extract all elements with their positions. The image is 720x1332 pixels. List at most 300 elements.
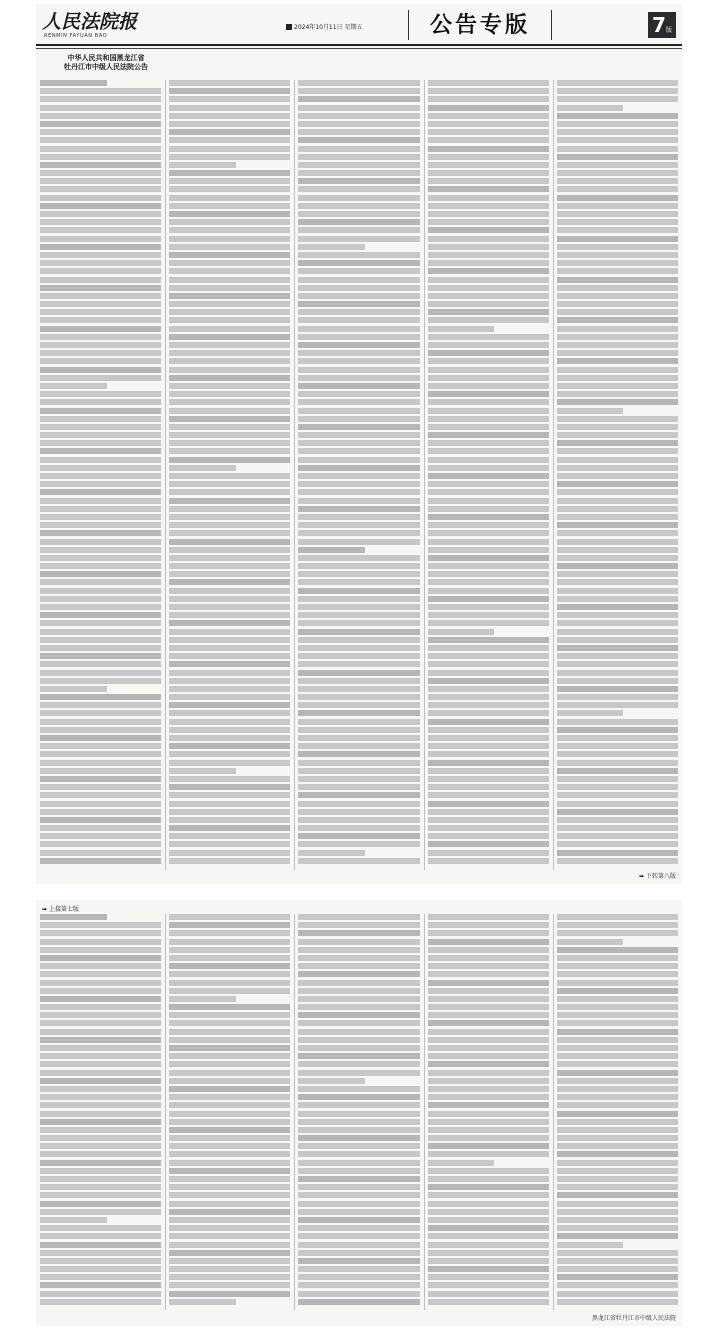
- text-line: [298, 416, 419, 422]
- text-line: [298, 988, 419, 994]
- text-line: [557, 825, 678, 831]
- text-line: [428, 579, 549, 585]
- text-line: [298, 1078, 365, 1084]
- text-line: [169, 309, 290, 315]
- text-line: [428, 686, 549, 692]
- text-line: [40, 1176, 161, 1182]
- text-line: [169, 702, 290, 708]
- text-line: [40, 1250, 161, 1256]
- text-line: [169, 768, 236, 774]
- text-line: [40, 547, 161, 553]
- text-line: [428, 1012, 549, 1018]
- text-line: [557, 768, 678, 774]
- text-line: [169, 96, 290, 102]
- text-line: [40, 735, 161, 741]
- text-line: [428, 186, 549, 192]
- text-line: [40, 457, 161, 463]
- text-line: [557, 776, 678, 782]
- text-line: [298, 301, 419, 307]
- text-line: [298, 1201, 419, 1207]
- text-line: [557, 178, 678, 184]
- text-line: [169, 408, 290, 414]
- text-line: [40, 1020, 161, 1026]
- text-line: [169, 604, 290, 610]
- logo-subtext: RENMIN FAYUAN BAO: [44, 33, 108, 39]
- text-line: [557, 1160, 678, 1166]
- text-line: [298, 579, 419, 585]
- text-line: [428, 1143, 549, 1149]
- text-line: [557, 914, 678, 920]
- text-line: [169, 80, 290, 86]
- text-line: [428, 653, 549, 659]
- text-line: [428, 1299, 549, 1305]
- text-line: [428, 1291, 549, 1297]
- text-line: [298, 833, 419, 839]
- text-line: [169, 170, 290, 176]
- text-line: [298, 678, 419, 684]
- text-line: [40, 1070, 161, 1076]
- text-line: [557, 686, 678, 692]
- text-line: [169, 350, 290, 356]
- text-line: [40, 776, 161, 782]
- text-line: [298, 1274, 419, 1280]
- text-line: [40, 801, 161, 807]
- text-line: [428, 522, 549, 528]
- text-line: [169, 719, 290, 725]
- text-line: [40, 1004, 161, 1010]
- text-line: [169, 760, 290, 766]
- text-line: [298, 1029, 419, 1035]
- text-line: [557, 367, 678, 373]
- text-line: [40, 424, 161, 430]
- text-line: [428, 858, 549, 864]
- text-line: [169, 645, 290, 651]
- text-line: [428, 146, 549, 152]
- text-line: [40, 219, 161, 225]
- text-line: [557, 1078, 678, 1084]
- text-column: [298, 80, 419, 870]
- masthead-rule: [36, 44, 682, 46]
- text-line: [557, 424, 678, 430]
- text-line: [298, 309, 419, 315]
- text-line: [428, 399, 549, 405]
- text-line: [298, 211, 419, 217]
- text-line: [428, 293, 549, 299]
- text-line: [169, 1037, 290, 1043]
- text-line: [40, 96, 161, 102]
- text-line: [298, 121, 419, 127]
- text-line: [298, 743, 419, 749]
- text-line: [428, 571, 549, 577]
- text-line: [298, 530, 419, 536]
- text-line: [428, 939, 549, 945]
- text-line: [40, 629, 161, 635]
- text-line: [557, 1184, 678, 1190]
- text-line: [40, 678, 161, 684]
- text-line: [40, 620, 161, 626]
- text-line: [298, 653, 419, 659]
- text-line: [169, 416, 290, 422]
- text-line: [40, 203, 161, 209]
- text-line: [557, 719, 678, 725]
- text-line: [557, 1151, 678, 1157]
- column-divider: [553, 914, 554, 1310]
- text-line: [557, 629, 678, 635]
- text-line: [428, 309, 549, 315]
- text-line: [169, 481, 290, 487]
- text-line: [298, 612, 419, 618]
- text-line: [298, 506, 419, 512]
- text-line: [40, 506, 161, 512]
- text-line: [298, 858, 419, 864]
- text-line: [298, 244, 365, 250]
- text-line: [428, 637, 549, 643]
- text-line: [40, 489, 161, 495]
- text-line: [298, 473, 419, 479]
- text-line: [40, 244, 161, 250]
- text-line: [428, 1209, 549, 1215]
- text-line: [169, 996, 236, 1002]
- text-line: [557, 211, 678, 217]
- text-line: [557, 702, 678, 708]
- text-line: [40, 408, 161, 414]
- text-line: [298, 1184, 419, 1190]
- text-line: [428, 702, 549, 708]
- text-line: [169, 1258, 290, 1264]
- text-line: [169, 1160, 290, 1166]
- text-line: [428, 661, 549, 667]
- text-line: [557, 1020, 678, 1026]
- text-line: [428, 1192, 549, 1198]
- text-line: [40, 186, 161, 192]
- text-line: [557, 96, 678, 102]
- text-line: [428, 1127, 549, 1133]
- text-line: [557, 1282, 678, 1288]
- text-line: [169, 105, 290, 111]
- text-line: [169, 809, 290, 815]
- text-line: [169, 285, 290, 291]
- text-line: [169, 219, 290, 225]
- text-line: [298, 645, 419, 651]
- text-line: [40, 1053, 161, 1059]
- text-line: [428, 424, 549, 430]
- text-line: [169, 1143, 290, 1149]
- text-line: [428, 121, 549, 127]
- text-line: [557, 1209, 678, 1215]
- text-line: [428, 1094, 549, 1100]
- text-line: [169, 1102, 290, 1108]
- text-line: [557, 792, 678, 798]
- text-line: [557, 670, 678, 676]
- text-line: [557, 506, 678, 512]
- publisher-note: 黑龙江省牡丹江市中级人民法院: [591, 1315, 676, 1322]
- text-line: [169, 514, 290, 520]
- text-line: [557, 801, 678, 807]
- text-line: [428, 416, 549, 422]
- text-line: [557, 547, 678, 553]
- text-line: [169, 571, 290, 577]
- text-line: [557, 1053, 678, 1059]
- text-line: [428, 334, 549, 340]
- text-line: [428, 105, 549, 111]
- text-line: [557, 1291, 678, 1297]
- text-line: [169, 1201, 290, 1207]
- text-line: [557, 596, 678, 602]
- text-line: [428, 1111, 549, 1117]
- text-line: [169, 776, 290, 782]
- text-line: [169, 939, 290, 945]
- text-line: [298, 113, 419, 119]
- text-line: [298, 1160, 419, 1166]
- text-line: [298, 293, 419, 299]
- text-line: [557, 817, 678, 823]
- text-line: [428, 922, 549, 928]
- text-line: [40, 129, 161, 135]
- text-line: [169, 784, 290, 790]
- text-line: [169, 988, 290, 994]
- text-line: [40, 326, 161, 332]
- text-line: [298, 719, 419, 725]
- text-line: [40, 571, 161, 577]
- text-line: [40, 481, 161, 487]
- text-line: [169, 727, 290, 733]
- text-line: [169, 1029, 290, 1035]
- text-line: [298, 1143, 419, 1149]
- text-line: [40, 1274, 161, 1280]
- text-line: [40, 1061, 161, 1067]
- text-line: [169, 252, 290, 258]
- text-line: [298, 588, 419, 594]
- text-line: [428, 776, 549, 782]
- text-line: [169, 317, 290, 323]
- text-line: [428, 1004, 549, 1010]
- text-line: [298, 424, 419, 430]
- text-line: [428, 1282, 549, 1288]
- text-line: [40, 170, 161, 176]
- text-line: [169, 211, 290, 217]
- text-line: [40, 195, 161, 201]
- text-line: [40, 277, 161, 283]
- text-line: [169, 1282, 290, 1288]
- text-line: [298, 661, 419, 667]
- text-line: [557, 751, 678, 757]
- continued-from-text: 上接第七版: [48, 906, 79, 913]
- text-line: [557, 514, 678, 520]
- text-line: [169, 1274, 290, 1280]
- text-line: [169, 1233, 290, 1239]
- text-line: [298, 129, 419, 135]
- text-line: [557, 448, 678, 454]
- text-line: [557, 955, 678, 961]
- text-line: [169, 678, 290, 684]
- text-line: [298, 1004, 419, 1010]
- text-line: [428, 645, 549, 651]
- text-line: [40, 498, 161, 504]
- newspaper-logo: [40, 8, 190, 40]
- text-line: [169, 440, 290, 446]
- text-line: [169, 1070, 290, 1076]
- text-line: [557, 260, 678, 266]
- text-column: [40, 914, 161, 1310]
- text-line: [298, 1045, 419, 1051]
- text-line: [40, 563, 161, 569]
- text-line: [298, 236, 419, 242]
- text-line: [298, 1299, 419, 1305]
- text-line: [428, 1061, 549, 1067]
- text-line: [428, 694, 549, 700]
- text-line: [40, 260, 161, 266]
- text-line: [298, 751, 419, 757]
- text-line: [428, 154, 549, 160]
- text-line: [40, 113, 161, 119]
- text-line: [169, 620, 290, 626]
- text-line: [298, 96, 419, 102]
- text-line: [428, 539, 549, 545]
- text-line: [298, 522, 419, 528]
- text-line: [40, 1209, 161, 1215]
- text-line: [298, 1070, 419, 1076]
- text-line: [40, 955, 161, 961]
- article-title-line-2: 牡丹江市中级人民法院公告: [64, 63, 148, 71]
- text-line: [298, 489, 419, 495]
- text-column: [298, 914, 419, 1310]
- text-line: [428, 489, 549, 495]
- text-line: [557, 850, 678, 856]
- text-line: [169, 391, 290, 397]
- text-column: [169, 80, 290, 870]
- text-line: [40, 555, 161, 561]
- text-line: [298, 277, 419, 283]
- text-line: [40, 947, 161, 953]
- text-line: [557, 236, 678, 242]
- text-line: [40, 146, 161, 152]
- text-line: [298, 268, 419, 274]
- text-line: [298, 996, 419, 1002]
- text-line: [298, 498, 419, 504]
- text-line: [298, 1258, 419, 1264]
- text-line: [557, 971, 678, 977]
- text-line: [169, 154, 290, 160]
- text-line: [169, 121, 290, 127]
- text-line: [557, 137, 678, 143]
- column-divider: [294, 80, 295, 870]
- text-line: [169, 1119, 290, 1125]
- text-line: [557, 1225, 678, 1231]
- text-line: [428, 277, 549, 283]
- column-divider: [553, 80, 554, 870]
- text-line: [40, 963, 161, 969]
- text-line: [557, 727, 678, 733]
- text-line: [169, 195, 290, 201]
- text-line: [428, 1176, 549, 1182]
- text-line: [428, 1029, 549, 1035]
- text-line: [298, 178, 419, 184]
- text-line: [428, 211, 549, 217]
- text-line: [298, 1225, 419, 1231]
- text-line: [298, 170, 419, 176]
- text-line: [40, 1225, 161, 1231]
- text-line: [298, 80, 419, 86]
- text-line: [428, 530, 549, 536]
- text-line: [428, 817, 549, 823]
- text-line: [557, 1274, 678, 1280]
- text-line: [428, 1151, 549, 1157]
- text-line: [169, 448, 290, 454]
- text-line: [428, 596, 549, 602]
- text-line: [298, 203, 419, 209]
- text-line: [557, 1135, 678, 1141]
- text-line: [557, 399, 678, 405]
- article-title: [40, 54, 172, 72]
- text-line: [557, 1029, 678, 1035]
- text-line: [428, 678, 549, 684]
- text-line: [40, 1037, 161, 1043]
- text-line: [40, 727, 161, 733]
- text-line: [298, 1176, 419, 1182]
- text-line: [40, 137, 161, 143]
- text-line: [40, 1242, 161, 1248]
- text-line: [169, 914, 290, 920]
- text-line: [557, 530, 678, 536]
- text-line: [557, 760, 678, 766]
- masthead-rule-thin: [36, 48, 682, 49]
- text-line: [40, 514, 161, 520]
- text-line: [557, 358, 678, 364]
- logo-text: 人民法院报: [42, 11, 138, 33]
- text-line: [40, 375, 161, 381]
- text-line: [169, 1020, 290, 1026]
- text-line: [557, 710, 624, 716]
- text-line: [40, 988, 161, 994]
- text-line: [557, 481, 678, 487]
- text-line: [298, 1168, 419, 1174]
- text-line: [428, 358, 549, 364]
- text-line: [40, 1258, 161, 1264]
- text-line: [557, 113, 678, 119]
- text-line: [40, 604, 161, 610]
- text-line: [428, 432, 549, 438]
- text-line: [557, 735, 678, 741]
- text-line: [169, 383, 290, 389]
- text-line: [298, 350, 419, 356]
- text-line: [40, 661, 161, 667]
- text-line: [40, 637, 161, 643]
- text-line: [428, 629, 495, 635]
- text-line: [298, 547, 365, 553]
- text-line: [298, 1086, 419, 1092]
- text-line: [40, 293, 161, 299]
- text-line: [40, 645, 161, 651]
- issue-date: [286, 22, 362, 31]
- text-line: [557, 408, 624, 414]
- text-line: [298, 637, 419, 643]
- text-line: [428, 457, 549, 463]
- text-line: [40, 1012, 161, 1018]
- text-line: [557, 121, 678, 127]
- text-line: [557, 146, 678, 152]
- text-line: [169, 955, 290, 961]
- text-line: [428, 996, 549, 1002]
- text-line: [40, 996, 161, 1002]
- text-line: [298, 1266, 419, 1272]
- text-line: [40, 342, 161, 348]
- text-line: [40, 1184, 161, 1190]
- text-line: [428, 301, 549, 307]
- text-line: [557, 637, 678, 643]
- newspaper-page-7: [36, 4, 682, 884]
- text-line: [298, 219, 419, 225]
- text-column: [557, 914, 678, 1310]
